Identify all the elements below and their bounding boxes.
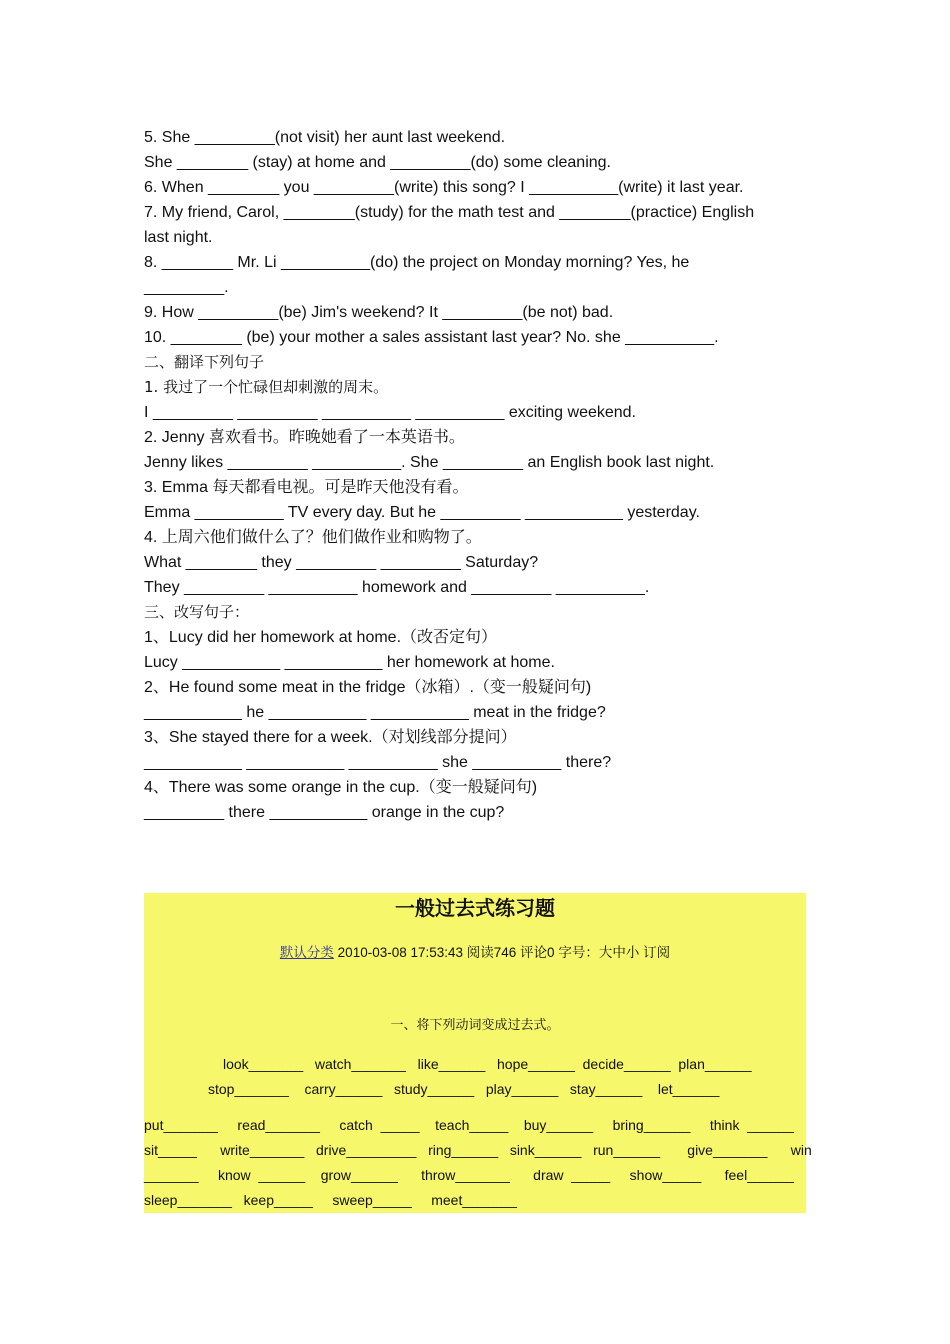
subscribe-link[interactable]: 订阅 — [643, 945, 671, 960]
exercise-line-6: 6. When ________ you _________(write) this song? I __________(write) it last year. — [144, 179, 744, 196]
verb-section-heading: 一、将下列动词变成过去式。 — [390, 1018, 560, 1033]
exercise-line-7a: 7. My friend, Carol, ________(study) for the math test and ________(practice) English — [144, 204, 755, 221]
translate-4-zh: 4. 上周六他们做什么了？他们做作业和购物了。 — [144, 529, 482, 546]
exercise-line-5a: 5. She _________(not visit) her aunt last weekend. — [144, 129, 506, 146]
verb-row-3: put_______ read_______ catch _____ teach_____ buy______ bring______ think ______ — [144, 1117, 794, 1133]
rewrite-1: 1、Lucy did her homework at home.（改否定句） — [144, 629, 498, 646]
translate-4-en-a: What ________ they _________ _________ Saturday? — [144, 554, 539, 571]
exercise-line-7b: last night. — [144, 229, 213, 246]
exercise-line-8b: _________. — [144, 279, 229, 296]
exercise-line-5b: She ________ (stay) at home and _________(do) some cleaning. — [144, 154, 611, 171]
exercise-line-10: 10. ________ (be) your mother a sales assistant last year? No. she __________. — [144, 329, 719, 346]
exercise-line-9: 9. How _________(be) Jim's weekend? It _________(be not) bad. — [144, 304, 614, 321]
rewrite-2: 2、He found some meat in the fridge（冰箱）.（变一般疑问句) — [144, 679, 592, 696]
rewrite-3-answer: ___________ ___________ __________ she __________ there? — [144, 754, 612, 771]
section-heading-translate: 二、翻译下列句子 — [144, 353, 265, 371]
verb-row-5: _______ know ______ grow______ throw_______ draw _____ show_____ feel______ — [144, 1167, 794, 1183]
rewrite-3: 3、She stayed there for a week.（对划线部分提问） — [144, 729, 517, 746]
blog-meta — [144, 943, 806, 963]
verb-row-2: stop_______ carry______ study______ play______ stay______ let______ — [208, 1081, 720, 1097]
translate-4-en-b: They _________ __________ homework and _________ __________. — [144, 579, 650, 596]
exercise-text — [144, 125, 814, 825]
category-link[interactable]: 默认分类 — [279, 945, 334, 960]
section-heading-rewrite: 三、改写句子： — [144, 603, 250, 621]
rewrite-2-answer: ___________ he ___________ ___________ meat in the fridge? — [144, 704, 606, 721]
translate-3-zh: 3. Emma 每天都看电视。可是昨天他没有看。 — [144, 479, 469, 496]
verb-row-4: sit_____ write_______ drive_________ ring______ sink______ run______ give_______ win — [144, 1142, 812, 1158]
verb-row-1: look_______ watch_______ like______ hope______ decide______ plan______ — [223, 1056, 752, 1072]
blog-title: 一般过去式练习题 — [395, 896, 555, 920]
verb-row-6: sleep_______ keep_____ sweep_____ meet_______ — [144, 1192, 517, 1208]
translate-2-en: Jenny likes _________ __________. She _________ an English book last night. — [144, 454, 715, 471]
translate-1-en: I _________ _________ __________ __________ exciting weekend. — [144, 404, 636, 421]
blog-excerpt-box — [144, 893, 812, 1213]
rewrite-1-answer: Lucy ___________ ___________ her homework at home. — [144, 654, 555, 671]
meta-info: 2010-03-08 17:53:43 阅读746 评论0 字号：大中小 — [333, 945, 644, 960]
translate-2-zh: 2. Jenny 喜欢看书。昨晚她看了一本英语书。 — [144, 429, 465, 446]
rewrite-4-answer: _________ there ___________ orange in the cup? — [144, 804, 505, 821]
exercise-line-8a: 8. ________ Mr. Li __________(do) the project on Monday morning? Yes, he — [144, 254, 690, 271]
translate-1-zh: 1. 我过了一个忙碌但却刺激的周末。 — [144, 378, 389, 396]
rewrite-4: 4、There was some orange in the cup.（变一般疑问句) — [144, 779, 538, 796]
translate-3-en: Emma __________ TV every day. But he _________ ___________ yesterday. — [144, 504, 700, 521]
